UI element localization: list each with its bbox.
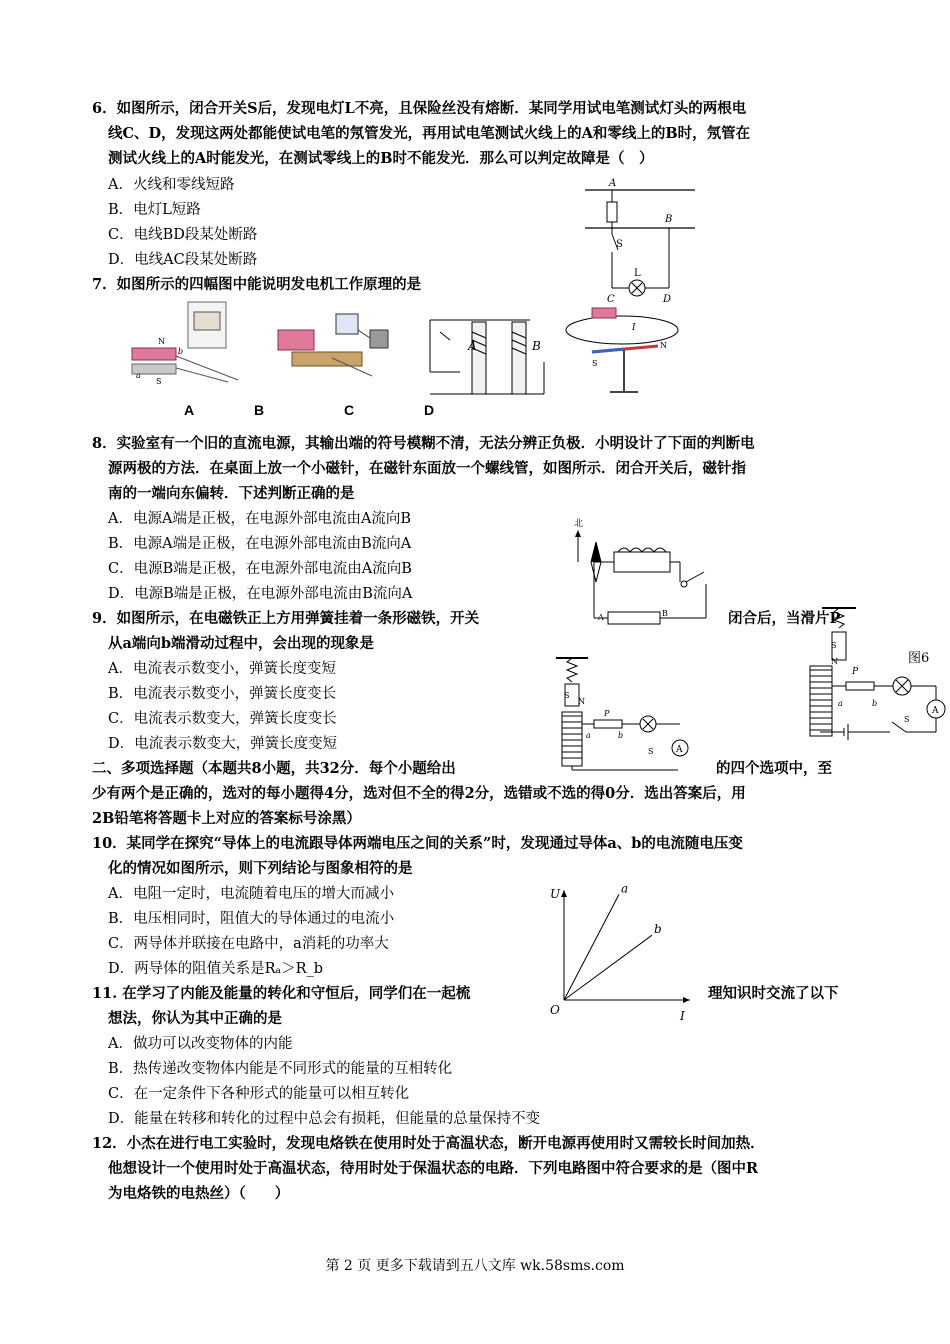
q7-figure-a [128,298,258,390]
q6-option-b: B．电灯L短路 [108,202,201,218]
q8-solenoid-figure [568,512,718,630]
q6-label-l: L [634,268,641,279]
q7a-label-s: S [156,377,162,386]
q6-line-1: 6．如图所示，闭合开关S后，发现电灯L不亮，且保险丝没有熔断．某同学用试电笔测试灯头的两根电 [92,100,747,117]
q7-figure-d [562,300,684,400]
q8-line-1: 8．实验室有一个旧的直流电源，其输出端的符号模糊不清，无法分辨正负极．小明设计了下面的判断电 [92,435,755,452]
page-footer: 第 2 页 更多下载请到五八文库 wk.58sms.com [325,1258,625,1274]
q10-line-b [564,935,652,1000]
q12-line-1: 12．小杰在进行电工实验时，发现电烙铁在使用时处于高温状态，断开电源再使用时又需较长时间加热． [92,1135,765,1152]
q7-stem: 7．如图所示的四幅图中能说明发电机工作原理的是 [92,276,422,293]
q9l-label-ammeter: A [932,706,939,716]
q9-electromagnet-figure-small [548,652,698,776]
q6-label-d: D [663,294,672,305]
section2-line-2: 少有两个是正确的，选对的每小题得4分，选对但不全的得2分，选错或不选的得0分．选出答案后，用 [92,785,746,802]
q10-ui-graph [540,880,700,1030]
q10-line-1: 10．某同学在探究“导体上的电流跟导体两端电压之间的关系”时，发现通过导体a、b的电流随电压变 [92,835,743,852]
q7c-label-a: A [468,339,477,353]
q12-line-3: 为电烙铁的电热丝）（ ） [108,1185,290,1202]
q11-option-d: D．能量在转移和转化的过程中总会有损耗，但能量的总量保持不变 [108,1111,541,1127]
q9s-label-switch: S [648,747,654,756]
q9l-label-b: b [872,699,878,708]
q11-option-a: A．做功可以改变物体的内能 [108,1036,293,1052]
q8-line-3: 南的一端向东偏转．下述判断正确的是 [108,485,355,502]
q11-line-1-left: 11. 在学习了内能及能量的转化和守恒后，同学们在一起梳 [92,985,471,1002]
q8-label-north: 北 [574,519,584,529]
q9-line-1-left: 9．如图所示，在电磁铁正上方用弹簧挂着一条形磁铁，开关 [92,610,480,627]
q9-line-2: 从a端向b端滑动过程中，会出现的现象是 [108,635,375,652]
q6-label-s: S [616,239,623,250]
q9-option-a: A．电流表示数变小，弹簧长度变短 [108,661,336,677]
q6-circuit-figure [585,170,705,305]
q10-x-label: I [680,1009,685,1023]
section2-line-1-right: 的四个选项中，至 [716,760,832,777]
q7d-label-i: I [632,323,636,333]
q9-option-c: C．电流表示数变大，弹簧长度变长 [108,711,337,727]
q6-label-a: A [609,178,617,189]
q9-option-b: B．电流表示数变小，弹簧长度变长 [108,686,337,702]
q8-option-a: A．电源A端是正极，在电源外部电流由A流向B [108,511,412,527]
q7d-label-s: S [592,359,598,368]
q11-line-2: 想法，你认为其中正确的是 [108,1010,282,1027]
q11-option-b: B．热传递改变物体内能是不同形式的能量的互相转化 [108,1061,453,1077]
q9l-label-a: a [838,699,843,708]
q10-option-c: C．两导体并联接在电路中，a消耗的功率大 [108,936,389,952]
q6-label-c: C [607,294,615,305]
q7d-label-n: N [660,341,667,350]
q8-label-b: B [662,609,668,618]
q6-label-b: B [665,214,673,225]
q8-line-2: 源两极的方法．在桌面上放一个小磁针，在磁针东面放一个螺线管，如图所示．闭合开关后，磁针指 [108,460,746,477]
q8-option-b: B．电源A端是正极，在电源外部电流由B流向A [108,536,412,552]
q7a-label-b: b [178,347,184,356]
q6-option-d: D．电线AC段某处断路 [108,252,258,268]
q10-y-label: U [550,887,561,901]
q10-option-b: B．电压相同时，阻值大的导体通过的电流小 [108,911,395,927]
q9s-label-n: N [578,697,585,706]
q6-line-3: 测试火线上的A时能发光，在测试零线上的B时不能发光．那么可以判定故障是（ ） [108,150,654,167]
q10-line-a [564,894,619,1000]
q7c-label-b: B [532,339,541,353]
q9-electromagnet-figure-large [800,604,950,754]
q10-option-d: D．两导体的阻值关系是Rₐ＞R_b [108,961,324,977]
q9s-label-b: b [618,731,624,740]
q7-option-d-label: D [424,402,435,418]
q8-option-c: C．电源B端是正极，在电源外部电流由A流向B [108,561,412,577]
q7a-label-a: a [136,371,141,380]
q9l-label-p: P [852,667,859,677]
q10-line-label-a: a [621,881,629,896]
q10-line-label-b: b [654,922,662,937]
q7a-label-n: N [158,337,165,346]
q9s-label-a: a [586,731,591,740]
q7-figure-b [272,300,402,380]
q10-line-2: 化的情况如图所示，则下列结论与图象相符的是 [108,860,413,877]
q9l-label-s: S [831,641,837,650]
q6-line-2: 线C、D，发现这两处都能使试电笔的氖管发光，再用试电笔测试火线上的A和零线上的B时，氖管在 [108,125,751,142]
q9s-label-s: S [564,691,570,700]
q9s-label-p: P [604,709,610,718]
q9l-label-switch: S [904,715,910,724]
q11-line-1-right: 理知识时交流了以下 [708,985,839,1002]
q9s-label-ammeter: A [676,745,683,755]
q9-figure-caption: 图6 [908,651,930,666]
q10-origin-label: O [550,1003,560,1017]
q10-option-a: A．电阻一定时，电流随着电压的增大而减小 [108,886,394,902]
q7-option-a-label: A [184,402,195,418]
section2-line-1-left: 二、多项选择题（本题共8小题，共32分．每个小题给出 [92,760,456,777]
q7-option-b-label: B [254,402,265,418]
q6-option-a: A．火线和零线短路 [108,177,235,193]
q12-line-2: 他想设计一个使用时处于高温状态，待用时处于保温状态的电路．下列电路图中符合要求的是（图中R [108,1160,759,1177]
q11-option-c: C．在一定条件下各种形式的能量可以相互转化 [108,1086,410,1102]
q7-figure-c [420,302,548,400]
q7-option-c-label: C [344,402,355,418]
q6-option-c: C．电线BD段某处断路 [108,227,258,243]
q9-option-d: D．电流表示数变大，弹簧长度变短 [108,736,338,752]
q8-option-d: D．电源B端是正极，在电源外部电流由B流向A [108,586,413,602]
section2-line-3: 2B铅笔将答题卡上对应的答案标号涂黑） [92,810,361,827]
q9l-label-n: N [831,657,838,666]
q8-label-a: A [598,613,604,622]
q9-line-1-right: 闭合后，当滑片P [728,610,841,627]
